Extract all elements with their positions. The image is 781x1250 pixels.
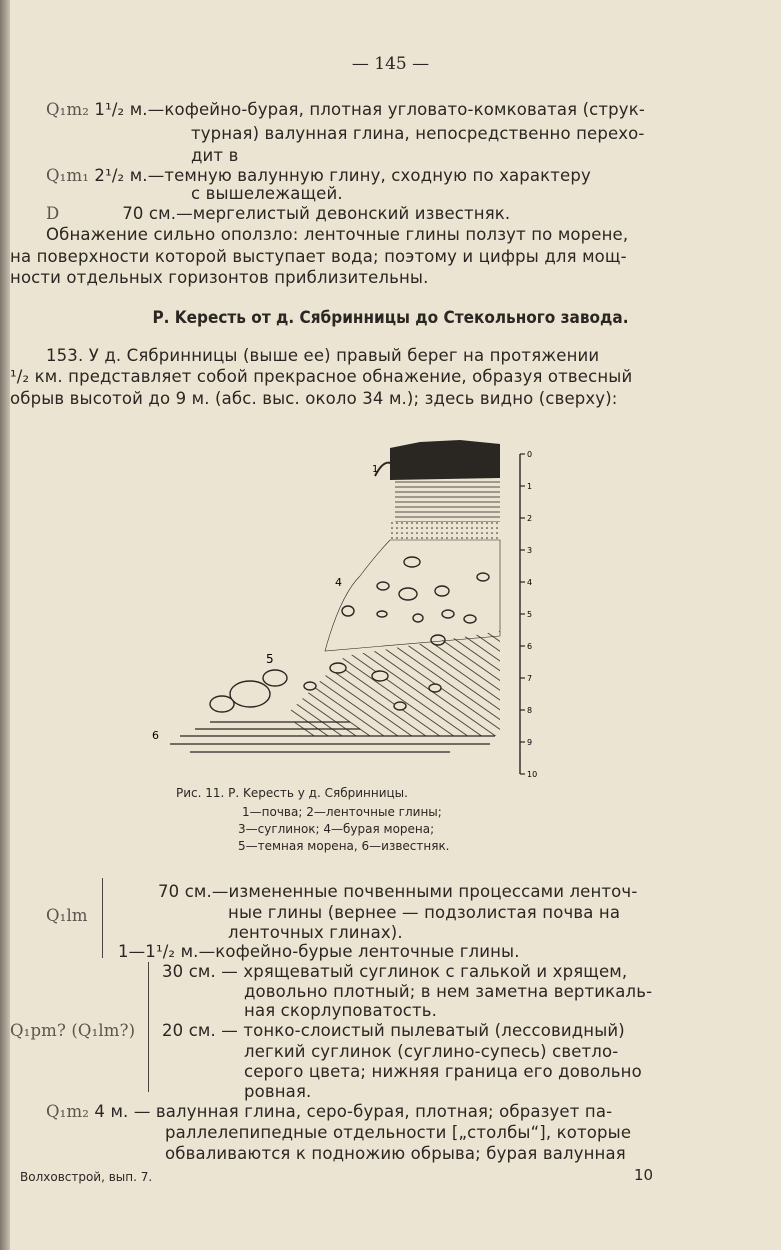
- section-a-line-3: ленточных глинах).: [228, 923, 403, 942]
- section-heading: Р. Kересть от д. Сябринницы до Стекольного завода.: [152, 308, 629, 328]
- scale-tick-label: 5: [527, 610, 533, 619]
- top-line-2: турная) валунная глина, непосредственно перехо-: [191, 124, 645, 143]
- para-153-line-1: 153. У д. Сябринницы (выше ее) правый берег на протяжении: [46, 346, 600, 365]
- section-b-line-3: ная скорлуповатость.: [244, 1001, 438, 1020]
- stratum-symbol-q1pm: [10, 1021, 135, 1040]
- figure-caption-title: Рис. 11. Р. Kересть у д. Сябринницы.: [176, 786, 408, 800]
- page-gutter: [0, 0, 10, 1250]
- scale-tick-label: 1: [527, 482, 533, 491]
- top-line-9: ности отдельных горизонтов приблизительны.: [10, 268, 429, 287]
- section-c-line-3: обваливаются к подножию обрыва; бурая валунная: [165, 1144, 626, 1163]
- figure-caption-line-4: 5—темная морена, 6—известняк.: [238, 839, 450, 853]
- soil-layer: [390, 440, 500, 480]
- section-a-line-2: ные глины (вернее — подзолистая почва на: [228, 903, 621, 922]
- layer-label-4: 4: [335, 576, 342, 589]
- section-c-line-1: [46, 1102, 612, 1121]
- scale-tick-label: 10: [527, 770, 538, 779]
- layer-label-5: 5: [266, 652, 274, 666]
- brace-q1lm: [102, 878, 107, 958]
- page-number: — 145 —: [351, 54, 430, 74]
- top-line-6: [46, 204, 510, 223]
- stratum-symbol: Q₁m₁: [46, 166, 90, 185]
- scale-tick-label: 8: [527, 706, 533, 715]
- top-line-8: на поверхности которой выступает вода; поэтому и цифры для мощ-: [10, 247, 627, 266]
- scale-tick-label: 7: [527, 674, 533, 683]
- layer-label-1: 1: [372, 464, 379, 475]
- section-b-line-1: 30 см. — хрящеватый суглинок с галькой и хрящем,: [162, 962, 628, 981]
- section-b-line-7: ровная.: [244, 1082, 312, 1101]
- section-c-line-2: раллелепипедные отдельности [„столбы“], которые: [165, 1123, 632, 1142]
- section-b-line-4: 20 см. — тонко-слоистый пылеватый (лессовидный): [162, 1021, 625, 1040]
- scale-tick-label: 2: [527, 514, 533, 523]
- line-text: 1¹/₂ м.—кофейно-бурая, плотная угловато-комковатая (струк-: [94, 100, 645, 119]
- stratum-symbol: Q₁m₂: [46, 100, 90, 119]
- top-line-4: [46, 166, 591, 185]
- para-153-line-3: обрыв высотой до 9 м. (абс. выс. около 34 м.); здесь видно (сверху):: [10, 389, 618, 408]
- line-text: 70 см.—мергелистый девонский известняк.: [122, 204, 511, 223]
- dark-moraine-layer: [290, 631, 500, 736]
- scale-tick-label: 3: [527, 546, 533, 555]
- section-b-line-6: серого цвета; нижняя граница его довольно: [244, 1062, 642, 1081]
- line-text: 4 м. — валунная глина, серо-бурая, плотная; образует па-: [94, 1102, 613, 1121]
- section-b-line-2: довольно плотный; в нем заметна вертикаль-: [244, 982, 653, 1001]
- cliff-section-figure: [150, 436, 550, 781]
- scale-tick-label: 4: [527, 578, 533, 587]
- stratum-symbol: Q₁m₂: [46, 1102, 90, 1121]
- scale-tick-label: 9: [527, 738, 533, 747]
- stratum-symbol: D: [46, 204, 60, 223]
- footer-source: Волховстрой, вып. 7.: [20, 1170, 153, 1184]
- top-line-7: Обнажение сильно оползло: ленточные глины ползут по морене,: [46, 225, 629, 244]
- top-line-1: [46, 100, 645, 119]
- section-a-line-1: 70 см.—измененные почвенными процессами ленточ-: [158, 882, 638, 901]
- top-line-5: с вышележащей.: [191, 184, 343, 203]
- figure-caption-line-3: 3—суглинок; 4—бурая морена;: [238, 822, 435, 836]
- section-b-line-5: легкий суглинок (суглино-супесь) светло-: [244, 1042, 619, 1061]
- line-text: 2¹/₂ м.—темную валунную глину, сходную по характеру: [94, 166, 591, 185]
- scale-tick-label: 6: [527, 642, 533, 651]
- figure-caption-line-2: 1—почва; 2—ленточные глины;: [242, 805, 442, 819]
- banded-clay-layer: [395, 480, 500, 522]
- stratum-symbol: Q₁pm? (Q₁lm?): [10, 1021, 136, 1040]
- loam-layer: [390, 522, 500, 540]
- layer-label-6: 6: [152, 729, 159, 742]
- section-a-line-4: 1—1¹/₂ м.—кофейно-бурые ленточные глины.: [118, 942, 520, 961]
- stratum-symbol-q1lm: [46, 906, 88, 925]
- top-line-3: дит в: [191, 146, 239, 165]
- depth-scale: [520, 450, 537, 779]
- footer-sheet-number: 10: [634, 1166, 654, 1184]
- scale-tick-label: 0: [527, 450, 533, 459]
- stratum-symbol: Q₁lm: [46, 906, 88, 925]
- para-153-line-2: ¹/₂ км. представляет собой прекрасное обнажение, образуя отвесный: [10, 367, 633, 386]
- brace-q1pm: [148, 962, 153, 1092]
